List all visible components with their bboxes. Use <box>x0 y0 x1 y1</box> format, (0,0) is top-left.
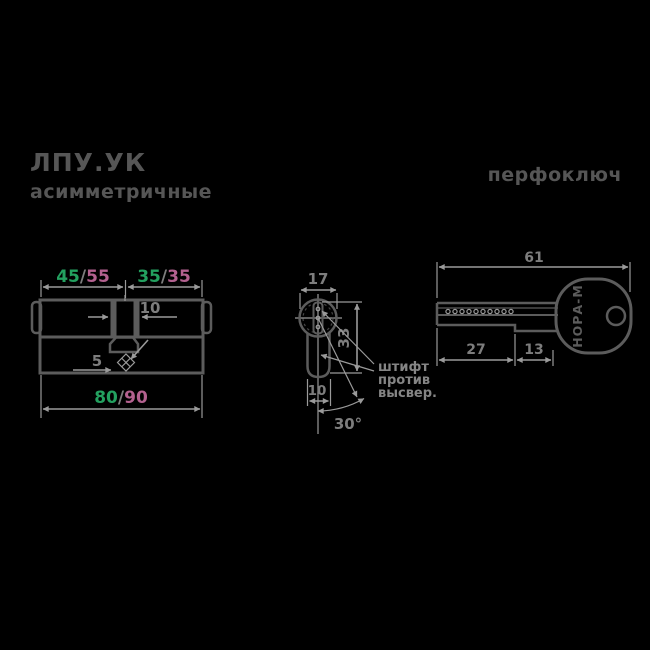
blade-length-label: 27 <box>466 342 486 358</box>
angle-label: 30° <box>333 415 363 433</box>
blade-bottom-edge <box>437 325 558 331</box>
cylinder-section-view <box>295 270 437 434</box>
product-title: ЛПУ.УК <box>30 148 147 177</box>
blade-perforations <box>446 309 513 313</box>
cam-slot-left-bar <box>111 300 117 337</box>
key-brand-text: НОРА-М <box>570 284 585 348</box>
note-line-2: против <box>378 373 431 388</box>
note-line-1: штифт <box>378 360 429 375</box>
key-length-label: 61 <box>524 250 544 266</box>
screw-offset-label: 5 <box>91 352 103 370</box>
stem-width-label: 10 <box>307 383 327 399</box>
total-length-dim: 80/90 <box>94 388 148 408</box>
key-bow <box>556 279 631 353</box>
note-line-3: высвер. <box>378 386 437 401</box>
key-view <box>437 250 631 366</box>
right-half-dim: 35/35 <box>137 267 191 287</box>
key-type-title: перфоключ <box>487 164 622 186</box>
left-half-dim: 45/55 <box>56 267 110 287</box>
key-ring-hole <box>607 307 625 325</box>
cam-lobe <box>110 338 138 353</box>
cam-width-label: 10 <box>139 299 161 317</box>
product-subtitle: асимметричные <box>30 181 213 203</box>
shoulder-label: 13 <box>524 342 544 358</box>
cylinder-side-view <box>32 267 211 418</box>
section-height-label: 33 <box>335 327 353 349</box>
screw-leader <box>131 340 148 359</box>
section-width-label: 17 <box>307 270 329 288</box>
